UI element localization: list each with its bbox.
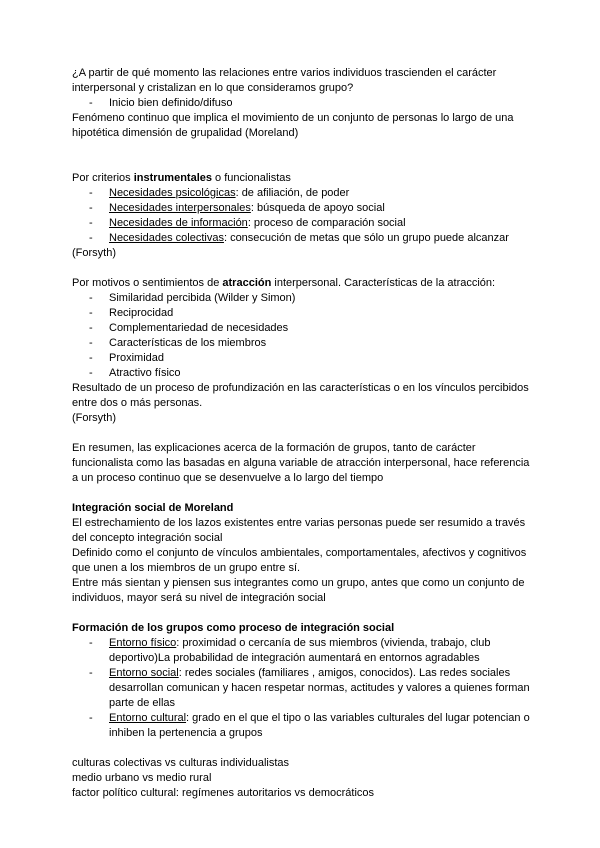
instrumental-section: [72, 171, 530, 261]
intro-question: ¿A partir de qué momento las relaciones entre varios individuos trascienden el carácter interpersonal y cristalizan en lo que consideramos grupo?: [72, 67, 497, 94]
moreland-heading: Integración social de Moreland: [72, 502, 234, 514]
instrumental-list: [72, 186, 530, 246]
attraction-section: [72, 276, 530, 426]
formation-list: [72, 636, 530, 741]
list-item: - Necesidades interpersonales: búsqueda de apoyo social: [72, 201, 530, 216]
list-item: - Atractivo físico: [72, 366, 530, 381]
formation-section: [72, 621, 530, 741]
list-item: - Entorno físico: proximidad o cercanía de sus miembros (vivienda, trabajo, club deportivo)La probabilidad de integración aumentará en entornos agradables: [72, 636, 530, 666]
intro-definition: Fenómeno continuo que implica el movimiento de un conjunto de personas lo largo de una hipotética dimensión de grupalidad (Moreland): [72, 112, 514, 139]
list-item: - Entorno social: redes sociales (familiares , amigos, conocidos). Las redes sociales desarrollan comunican y hacen respetar normas, actitudes y valores a quienes forman parte de ellas: [72, 666, 530, 711]
intro-section: [72, 66, 530, 141]
list-item: - Inicio bien definido/difuso: [72, 96, 530, 111]
list-item: - Entorno cultural: grado en el que el tipo o las variables culturales del lugar potencian o inhiben la pertenencia a grupos: [72, 711, 530, 741]
note-line: medio urbano vs medio rural: [72, 772, 212, 784]
attraction-result: Resultado de un proceso de profundización en las características o en los vínculos percibidos entre dos o más personas.: [72, 382, 529, 409]
notes-section: [72, 756, 530, 801]
summary-text: En resumen, las explicaciones acerca de la formación de grupos, tanto de carácter funcionalista como las basadas en alguna variable de atracción interpersonal, hace referencia a un proceso continuo que se desenvuelve a lo largo del tiempo: [72, 442, 530, 484]
list-item: - Necesidades colectivas: consecución de metas que sólo un grupo puede alcanzar: [72, 231, 530, 246]
list-item: - Necesidades de información: proceso de comparación social: [72, 216, 530, 231]
attraction-lead: Por motivos o sentimientos de atracción interpersonal. Características de la atracción:: [72, 277, 496, 289]
moreland-paragraph: Definido como el conjunto de vínculos ambientales, comportamentales, afectivos y cognitivos que unen a los miembros de un grupo entre sí.: [72, 547, 527, 574]
moreland-paragraph: El estrechamiento de los lazos existentes entre varias personas puede ser resumido a través del concepto integración social: [72, 517, 526, 544]
list-item: - Necesidades psicológicas: de afiliación, de poder: [72, 186, 530, 201]
note-line: factor político cultural: regímenes autoritarios vs democráticos: [72, 787, 375, 799]
attraction-source: (Forsyth): [72, 412, 116, 424]
moreland-section: [72, 501, 530, 606]
note-line: culturas colectivas vs culturas individualistas: [72, 757, 290, 769]
attraction-list: [72, 291, 530, 381]
intro-list: [72, 96, 530, 111]
list-item: - Reciprocidad: [72, 306, 530, 321]
list-item: - Proximidad: [72, 351, 530, 366]
summary-section: [72, 441, 530, 486]
instrumental-source: (Forsyth): [72, 247, 116, 259]
moreland-paragraph: Entre más sientan y piensen sus integrantes como un grupo, antes que como un conjunto de individuos, mayor será su nivel de integración social: [72, 577, 525, 604]
list-item: - Similaridad percibida (Wilder y Simon): [72, 291, 530, 306]
formation-heading: Formación de los grupos como proceso de integración social: [72, 622, 395, 634]
list-item: - Complementariedad de necesidades: [72, 321, 530, 336]
list-item: - Características de los miembros: [72, 336, 530, 351]
instrumental-lead: Por criterios instrumentales o funcionalistas: [72, 172, 291, 184]
